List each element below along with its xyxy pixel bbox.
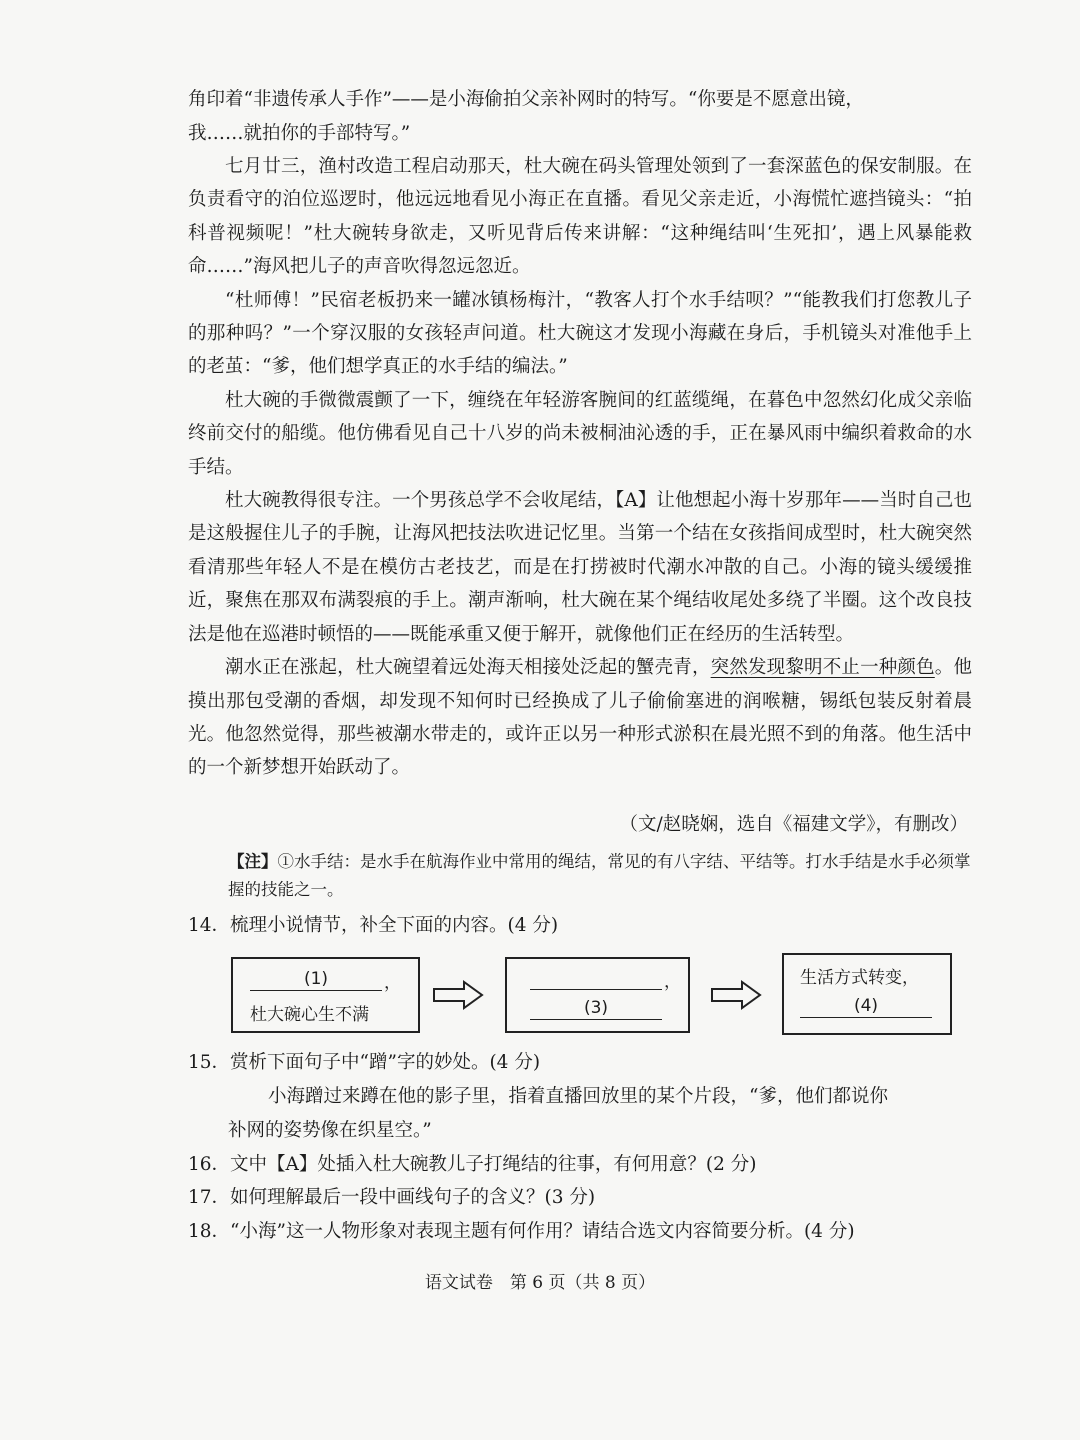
- passage-lead-line-2: 我……就拍你的手部特写。”: [188, 123, 411, 144]
- passage-lead-line-1: 角印着“非遗传承人手作”——是小海偷拍父亲补网时的特写。“你要是不愿意出镜，: [188, 89, 864, 110]
- question-15-quote-line-2: 补网的姿势像在织星空。”: [228, 1120, 432, 1141]
- blank-1[interactable]: (1): [250, 968, 382, 991]
- question-14: 14．梳理小说情节，补全下面的内容。(4 分): [188, 915, 559, 936]
- paragraph-2: 七月廿三，渔村改造工程启动那天，杜大碗在码头管理处领到了一套深蓝色的保安制服。在负责看守的泊位巡逻时，他远远地看见小海正在直播。看见父亲走近，小海慌忙遮挡镜头：“拍科普视频呢！”杜大碗转身欲走，又听见背后传来讲解：“这种绳结叫‘生死扣’，遇上风暴能救命……”海风把儿子的声音吹得忽远忽近。: [188, 156, 972, 278]
- paragraph-6-end: 。他摸出那包受潮的香烟，却发现不知何时已经换成了儿子偷偷塞进的润喉糖，锡纸包装反射着晨光。他忽然觉得，那些被潮水带走的，或许正以另一种形式淤积在晨光照不到的角落。他生活中的一个新梦想开始跃动了。: [188, 657, 972, 779]
- box-1-text: 杜大碗心生不满: [250, 1005, 369, 1025]
- paragraph-6-start: 潮水正在涨起，杜大碗望着远处海天相接处泛起的蟹壳青，: [225, 657, 711, 679]
- underlined-sentence: 突然发现黎明不止一种颜色: [710, 657, 935, 679]
- flow-arrow-1-icon: [432, 980, 484, 1010]
- paragraph-6: [188, 651, 972, 785]
- question-16: 16．文中【A】处插入杜大碗教儿子打绳结的往事，有何用意？(2 分): [188, 1154, 757, 1175]
- paragraph-4: 杜大碗的手微微震颤了一下，缠绕在年轻游客腕间的红蓝缆绳，在暮色中忽然幻化成父亲临终前交付的船缆。他仿佛看见自己十八岁的尚未被桐油沁透的手，正在暴风雨中编织着救命的水手结。: [188, 389, 972, 478]
- box-1-comma: ，: [384, 973, 401, 993]
- question-15-quote-line-1: 小海蹭过来蹲在他的影子里，指着直播回放里的某个片段，“爹，他们都说你: [268, 1086, 888, 1107]
- question-15: 15．赏析下面句子中“蹭”字的妙处。(4 分): [188, 1052, 541, 1073]
- passage-body: [188, 150, 972, 785]
- blank-2[interactable]: [530, 967, 662, 990]
- blank-3[interactable]: (3): [530, 997, 662, 1020]
- source-citation: （文/赵晓娴，选自《福建文学》，有删改）: [619, 814, 968, 835]
- page-footer: 语文试卷 第 6 页（共 8 页）: [424, 1273, 656, 1293]
- footnote-label: 【注】: [228, 852, 278, 871]
- flow-arrow-2-icon: [710, 980, 762, 1010]
- box-2-comma: ，: [664, 972, 681, 992]
- question-17: 17．如何理解最后一段中画线句子的含义？(3 分): [188, 1187, 596, 1208]
- footnote-text: ①水手结：是水手在航海作业中常用的绳结，常见的有八字结、平结等。打水手结是水手必须掌握的技能之一。: [228, 852, 971, 899]
- paragraph-3: “杜师傅！”民宿老板扔来一罐冰镇杨梅汁，“教客人打个水手结呗？”“能教我们打您教儿子的那种吗？”一个穿汉服的女孩轻声问道。杜大碗这才发现小海藏在身后，手机镜头对准他手上的老茧：“爹，他们想学真正的水手结的编法。”: [188, 289, 972, 378]
- blank-4[interactable]: (4): [800, 995, 932, 1018]
- box-3-text: 生活方式转变，: [800, 968, 919, 988]
- paragraph-5: 杜大碗教得很专注。一个男孩总学不会收尾结，【A】让他想起小海十岁那年——当时自己也是这般握住儿子的手腕，让海风把技法吹进记忆里。当第一个结在女孩指间成型时，杜大碗突然看清那些年轻人不是在模仿古老技艺，而是在打捞被时代潮水冲散的自己。小海的镜头缓缓推近，聚焦在那双布满裂痕的手上。潮声渐响，杜大碗在某个绳结收尾处多绕了半圈。这个改良技法是他在巡港时顿悟的——既能承重又便于解开，就像他们正在经历的生活转型。: [188, 490, 972, 645]
- footnote: [228, 848, 972, 904]
- question-18: 18．“小海”这一人物形象对表现主题有何作用？请结合选文内容简要分析。(4 分): [188, 1221, 855, 1242]
